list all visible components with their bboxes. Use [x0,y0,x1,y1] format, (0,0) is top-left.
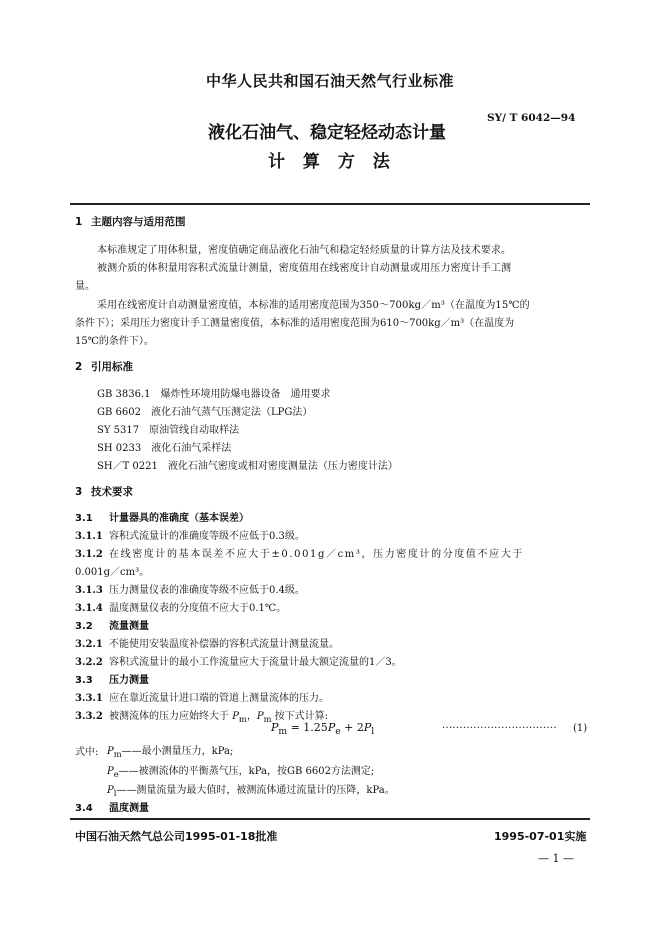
definition-pm [107,742,233,759]
paragraph-continuation: 条件下）；采用压力密度计手工测量密度值，本标准的适用密度范围为610～700kg／m³（在温度为 [75,318,515,329]
reference-item: SH／T 0221 液化石油气密度或相对密度测量法（压力密度计法） [97,461,398,472]
industry-standard-heading: 中华人民共和国石油天然气行业标准 [205,72,454,90]
section-title: 技术要求 [91,486,133,498]
section-3-heading [75,484,133,499]
clause-3-3-2: 3.3.2 被测流体的压力应始终大于 $P_m$，$P_m$ 按下式计算: [75,711,329,724]
reference-item: SH 0233 液化石油气采样法 [97,443,232,454]
clause-3-1-4 [75,599,286,614]
subsection-number: 3.2 [75,621,93,632]
def-subscript: e [113,769,119,779]
section-number: 2 [75,361,83,373]
def-symbol: P [107,766,114,777]
clause-3-1-1 [75,527,305,542]
section-number: 1 [75,216,83,228]
standard-code: SY/ T 6042—94 [487,112,576,124]
clause-3-1-2 [75,545,524,560]
clause-number: 3.1.2 [75,549,103,560]
subsection-3-1 [75,509,249,524]
symbol-p: P [256,711,264,722]
approval-line: 中国石油天然气总公司1995-01-18批准 [75,830,278,843]
clause-text: 应在靠近流量计进口端的管道上测量流体的压力。 [109,693,329,704]
clause-text: 温度测量仪表的分度值不应大于0.1℃。 [109,603,287,614]
clause-text: 压力测量仪表的准确度等级不应低于0.4级。 [109,585,305,596]
subsection-3-3 [75,671,149,686]
formula-term-subscript: l [371,726,375,738]
formula-coefficient: = 1.25 [290,721,328,734]
clause-number: 3.1.1 [75,531,103,542]
header-rule [70,203,590,205]
subsection-title: 压力测量 [109,675,149,686]
paragraph: 采用在线密度计自动测量密度值，本标准的适用密度范围为350～700kg／m³（在温度为15℃的 [97,300,530,311]
clause-text: 不能使用安装温度补偿器的容积式流量计测量流量。 [109,639,339,650]
def-symbol: P [107,746,114,757]
reference-item: SY 5317 原油管线自动取样法 [97,425,240,436]
definition-pl [107,781,395,798]
clause-number: 3.1.3 [75,585,103,596]
subsection-number: 3.4 [75,803,93,814]
subsection-number: 3.1 [75,513,93,524]
formula-plus: + 2 [344,721,364,734]
where-label: 式中: [75,747,99,758]
clause-text: 被测流体的压力应始终大于 [109,711,229,722]
formula-leader-dots: ································· [442,723,557,734]
footer-rule [70,818,590,820]
subsection-number: 3.3 [75,675,93,686]
implementation-date: 1995-07-01实施 [494,830,587,843]
def-symbol: P [107,785,114,796]
clause-number: 3.3.1 [75,693,103,704]
paragraph-continuation: 15℃的条件下）。 [75,336,154,347]
clause-number: 3.3.2 [75,711,103,722]
section-title: 主题内容与适用范围 [91,216,186,228]
page-number: — 1 — [538,852,574,865]
paragraph-continuation: 量。 [75,281,95,292]
subsection-title: 温度测量 [109,803,149,814]
paragraph: 本标准规定了用体积量，密度值确定商品液化石油气和稳定轻烃质量的计算方法及技术要求。 [97,245,512,256]
document-title-line2: 计 算 方 法 [268,152,396,172]
clause-text: 按下式计算: [274,711,329,722]
clause-3-3-1 [75,689,329,704]
symbol-subscript: m [238,714,247,724]
clause-number: 3.2.2 [75,657,103,668]
subsection-title: 计量器具的准确度（基本误差） [109,513,249,524]
def-subscript: m [113,749,122,759]
clause-text: 容积式流量计的最小工作流量应大于流量计最大额定流量的1／3。 [109,657,402,668]
def-text: ——最小测量压力，kPa; [121,746,234,757]
section-title: 引用标准 [91,361,133,373]
formula-lhs-subscript: m [278,726,288,738]
clause-continuation: 0.001g／cm³。 [75,567,150,578]
formula-term-subscript: e [335,726,341,738]
clause-3-2-1 [75,635,339,650]
def-text: ——被测流体的平衡蒸气压，kPa，按GB 6602方法测定; [118,766,375,777]
clause-3-2-2 [75,653,402,668]
formula-lhs: P [271,721,279,734]
document-title-line1: 液化石油气、稳定轻烃动态计量 [208,123,446,143]
section-2-heading [75,359,133,374]
clause-number: 3.1.4 [75,603,103,614]
section-number: 3 [75,486,83,498]
clause-3-1-3 [75,581,305,596]
clause-text: 在线密度计的基本误差不应大于±0.001g／cm³，压力密度计的分度值不应大于 [109,549,524,560]
formula-term: P [363,721,372,734]
clause-number: 3.2.1 [75,639,103,650]
section-1-heading [75,214,186,229]
subsection-3-4 [75,799,149,814]
symbol-subscript: m [263,714,272,724]
symbol-p: P [232,711,239,722]
def-subscript: l [113,788,117,798]
formula-term: P [327,721,336,734]
clause-text: 容积式流量计的准确度等级不应低于0.3级。 [109,531,305,542]
paragraph: 被测介质的体积量用容积式流量计测量，密度值用在线密度计自动测量或用压力密度计手工测 [97,263,512,274]
def-text: ——测量流量为最大值时，被测流体通过流量计的压降，kPa。 [116,785,395,796]
definition-pe [107,762,374,779]
formula-1 [271,721,374,737]
subsection-3-2 [75,617,149,632]
formula-number: (1) [573,723,588,734]
reference-item: GB 3836.1 爆炸性环境用防爆电器设备 通用要求 [97,389,331,400]
reference-item: GB 6602 液化石油气蒸气压测定法（LPG法） [97,407,313,418]
subsection-title: 流量测量 [109,621,149,632]
